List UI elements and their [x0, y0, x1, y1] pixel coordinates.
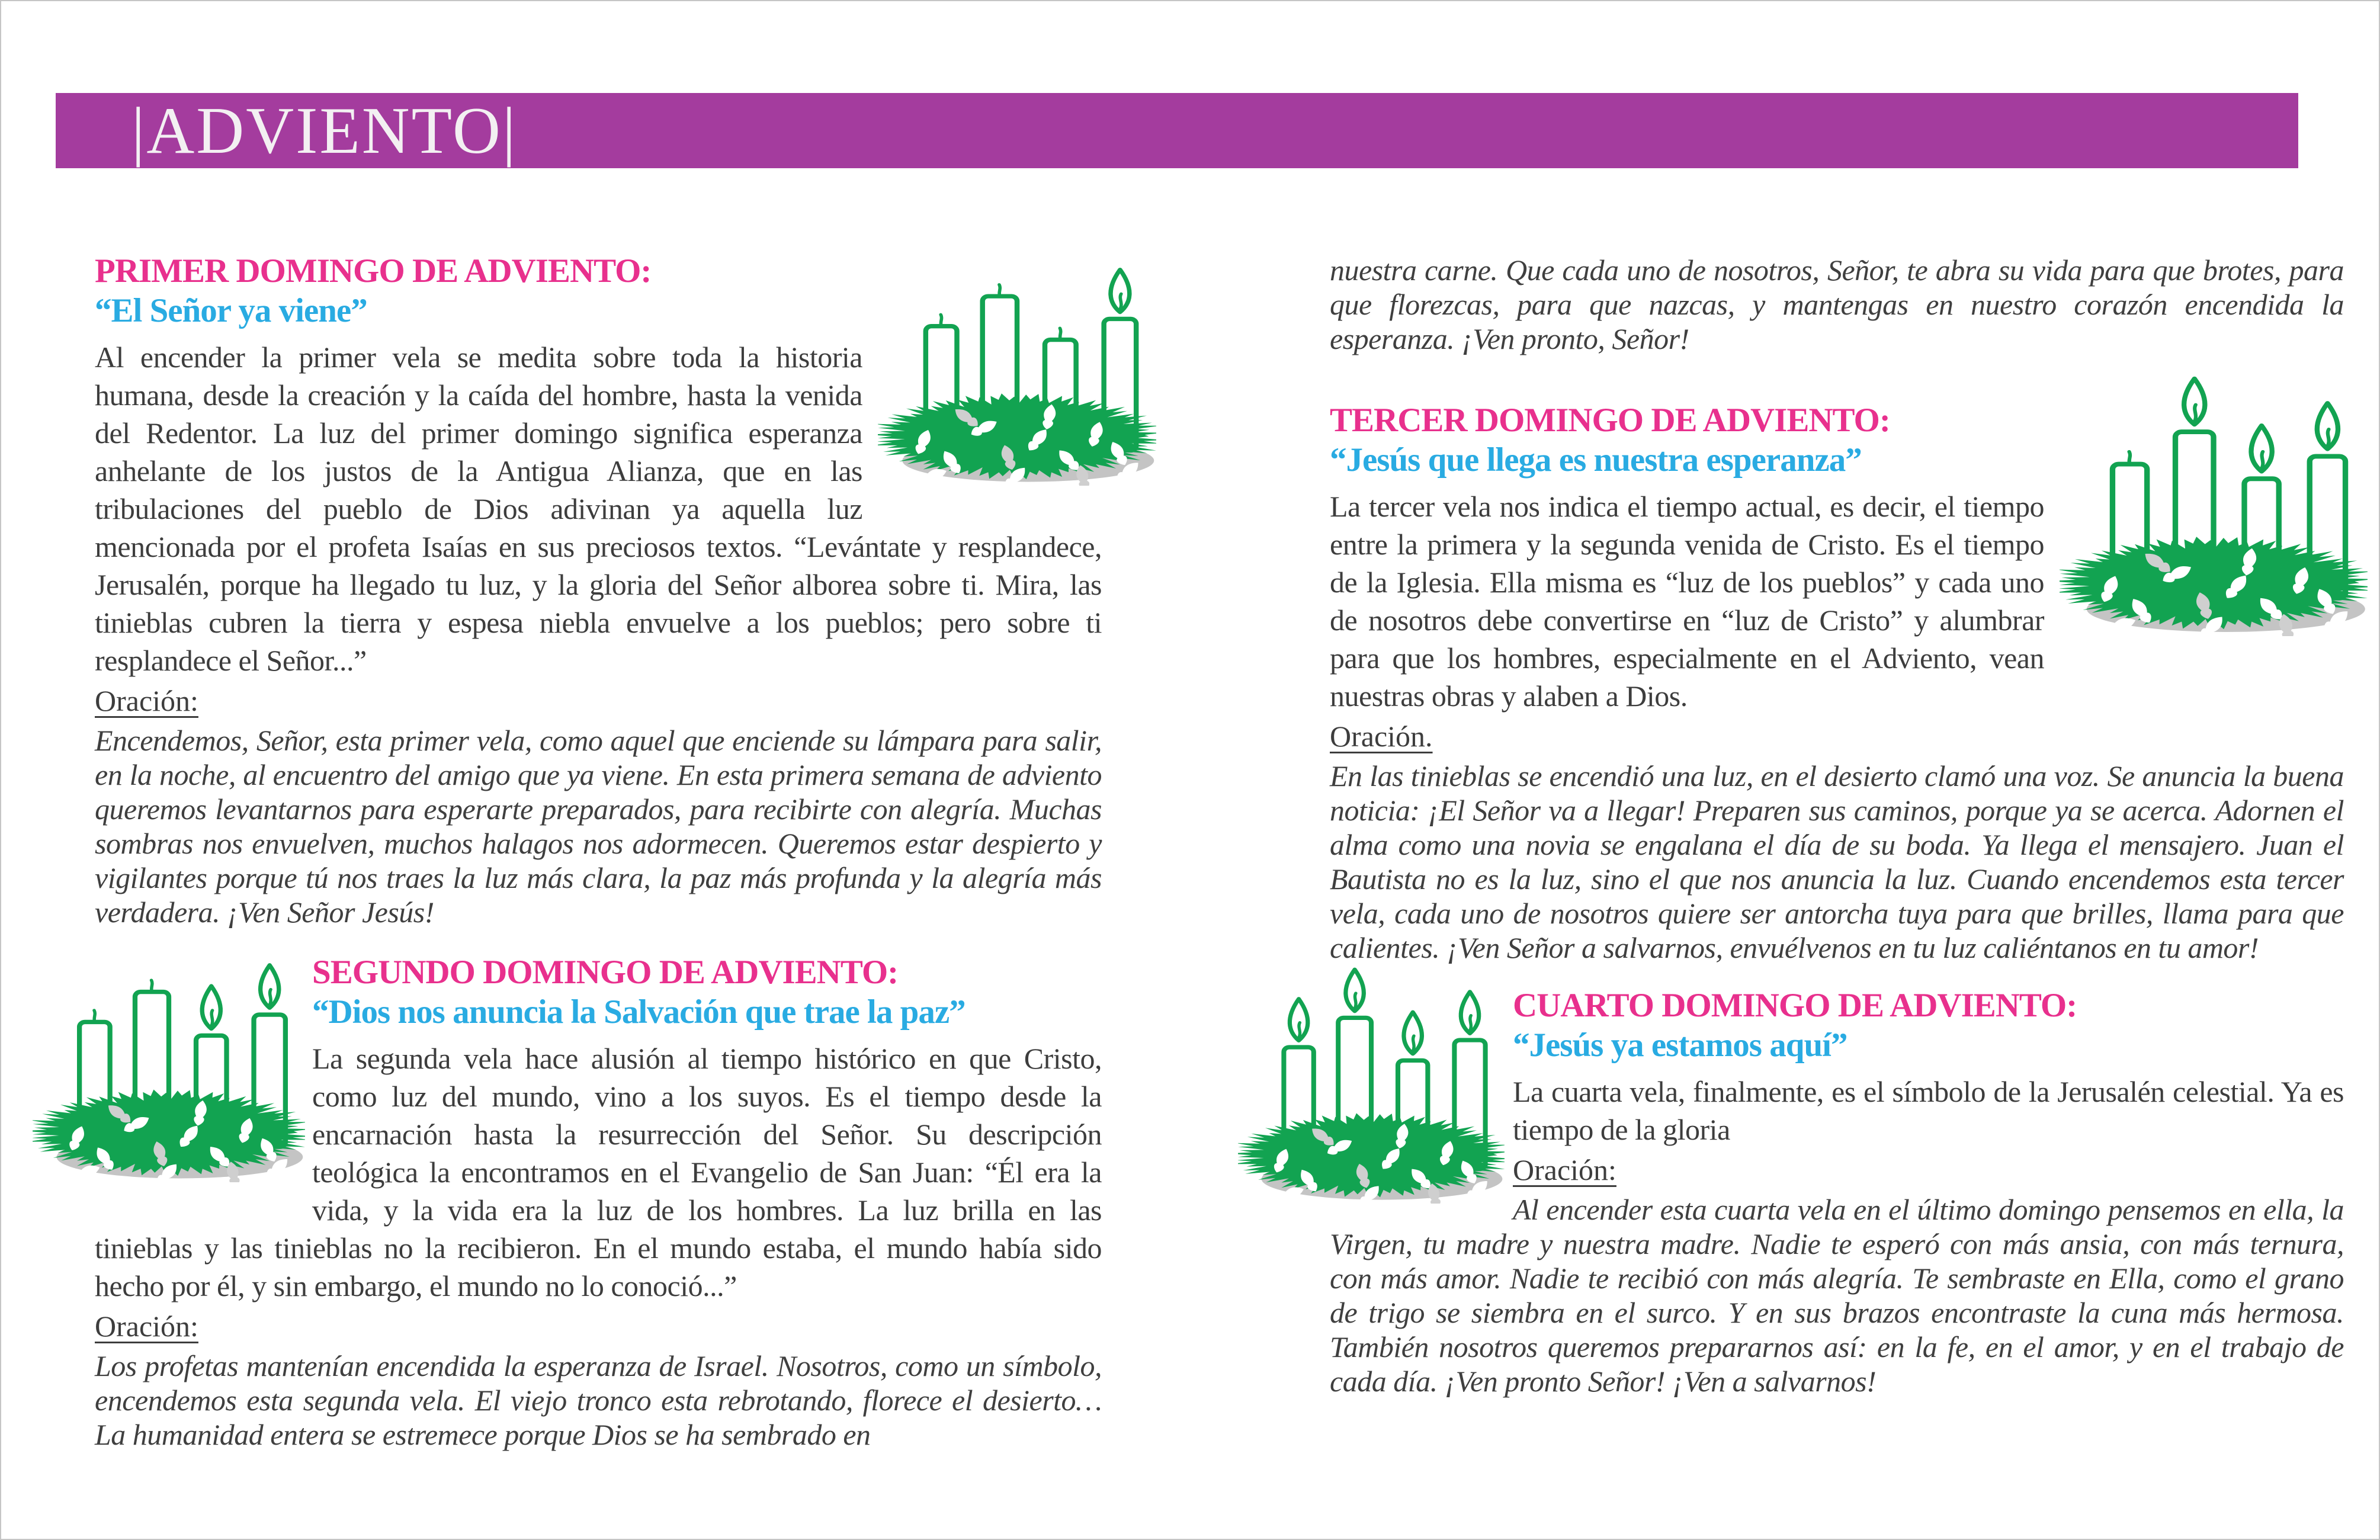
prayer-label: Oración: — [95, 1310, 198, 1343]
section-title: PRIMER DOMINGO DE ADVIENTO: — [95, 252, 652, 290]
title-banner — [56, 93, 2298, 168]
section-body-text: La cuarta vela, finalmente, es el símbolo de la Jerusalén celestial. Ya es tiempo de la gloria — [1513, 1075, 2344, 1146]
section-tercer-domingo — [1330, 402, 2344, 965]
prayer-continuation-text: nuestra carne. Que cada uno de nosotros, Señor, te abra su vida para que brotes, para que florezcas, para que nazcas, y mantengas en nuestro corazón encendida la esperanza. ¡Ven pronto, Señor! — [1330, 254, 2344, 355]
prayer-label: Oración. — [1330, 720, 1433, 753]
section-title: SEGUNDO DOMINGO DE ADVIENTO: — [312, 954, 899, 991]
section-body-text: La tercer vela nos indica el tiempo actual, es decir, el tiempo entre la primera y la segunda venida de Cristo. Es el tiempo de la Iglesia. Ella misma es “luz de los pueblos” y cada uno de nosotros debe convertirse en “luz de Cristo” y alumbrar para que los hombres, especialmente en el Adviento, vean nuestras obras y alaben a Dios. — [1330, 490, 2044, 713]
right-column — [1330, 253, 2344, 1398]
section-segundo-domingo — [95, 954, 1102, 1452]
section-subtitle: “Dios nos anuncia la Salvación que trae la paz” — [312, 993, 966, 1031]
prayer-text: Los profetas mantenían encendida la esperanza de Israel. Nosotros, como un símbolo, encendemos esta segunda vela. El viejo tronco esta rebrotando, florece el desierto… La humanidad entera se estremece porque Dios se ha sembrado en — [95, 1349, 1102, 1451]
advent-wreath-illustration-1 — [878, 244, 1156, 486]
section-title: TERCER DOMINGO DE ADVIENTO: — [1330, 402, 1890, 439]
section-subtitle: “El Señor ya viene” — [95, 292, 367, 329]
prayer-label: Oración: — [1513, 1153, 1616, 1186]
advent-wreath-illustration-2 — [33, 939, 305, 1182]
advent-wreath-illustration-3 — [2060, 376, 2368, 636]
section-primer-domingo — [95, 253, 1102, 929]
prayer-label: Oración: — [95, 684, 198, 717]
section-subtitle: “Jesús ya estamos aquí” — [1513, 1026, 1847, 1064]
section-body-text: La segunda vela hace alusión al tiempo histórico en que Cristo, como luz del mundo, vino a los suyos. Es el tiempo desde la encarnación hasta la resurrección del Señor. Su descripción teológica la encontramos en el Evangelio de San Juan: “Él era la vida, y la vida era la luz de los hombres. La luz brilla en las tinieblas y las tinieblas no la recibieron. En el mundo estaba, el mundo había sido hecho por él, y sin embargo, el mundo no lo conoció...” — [95, 1042, 1102, 1302]
prayer-text: Al encender esta cuarta vela en el último domingo pensemos en ella, la Virgen, tu madre y nuestra madre. Nadie te esperó con más ansia, con más ternura, con más amor. Nadie te recibió con más alegría. Te sembraste en Ella, como el grano de trigo se siembra en el surco. Y en sus brazos encontraste la cuna más hermosa. También nosotros queremos prepararnos así: en la fe, en el amor, y en el trabajo de cada día. ¡Ven pronto Señor! ¡Ven a salvarnos! — [1330, 1193, 2344, 1398]
prayer-text: Encendemos, Señor, esta primer vela, como aquel que enciende su lámpara para salir, en la noche, al encuentro del amigo que ya viene. En esta primera semana de adviento queremos levantarnos para esperarte preparados, para recibirte con alegría. Muchas sombras nos envuelven, muchos halagos nos adormecen. Queremos estar despierto y vigilantes porque tú nos traes la luz más clara, la paz más profunda y la alegría más verdadera. ¡Ven Señor Jesús! — [95, 724, 1102, 929]
prayer-text: En las tinieblas se encendió una luz, en el desierto clamó una voz. Se anuncia la buena noticia: ¡El Señor va a llegar! Preparen sus caminos, porque ya se acerca. Adornen el alma como una novia se engalana el día de su boda. Ya llega el mensajero. Juan el Bautista no es la luz, sino el que nos anuncia la luz. Cuando encendemos esta tercer vela, cada uno de nosotros quiere ser antorcha tuya para que brilles, llama para que calientes. ¡Ven Señor a salvarnos, envuélvenos en tu luz caliéntanos en tu amor! — [1330, 759, 2344, 964]
left-column — [95, 253, 1102, 1452]
advent-wreath-illustration-4 — [1238, 967, 1505, 1204]
section-title: CUARTO DOMINGO DE ADVIENTO: — [1513, 987, 2077, 1024]
section-body-text: Al encender la primer vela se medita sobre toda la historia humana, desde la creación y la caída del hombre, hasta la venida del Redentor. La luz del primer domingo significa esperanza anhelante de los justos de la Antigua Alianza, que en las tribulaciones del pueblo de Dios adivinan ya aquella luz mencionada por el profeta Isaías en sus preciosos textos. “Levántate y resplandece, Jerusalén, porque ha llegado tu luz, y la gloria del Señor alborea sobre ti. Mira, las tinieblas cubren la tierra y espesa niebla envuelve a los pueblos; pero sobre ti resplandece el Señor...” — [95, 341, 1102, 677]
section-subtitle: “Jesús que llega es nuestra esperanza” — [1330, 441, 1862, 479]
section-cuarto-domingo — [1330, 987, 2344, 1398]
page-title: |ADVIENTO| — [131, 94, 518, 168]
